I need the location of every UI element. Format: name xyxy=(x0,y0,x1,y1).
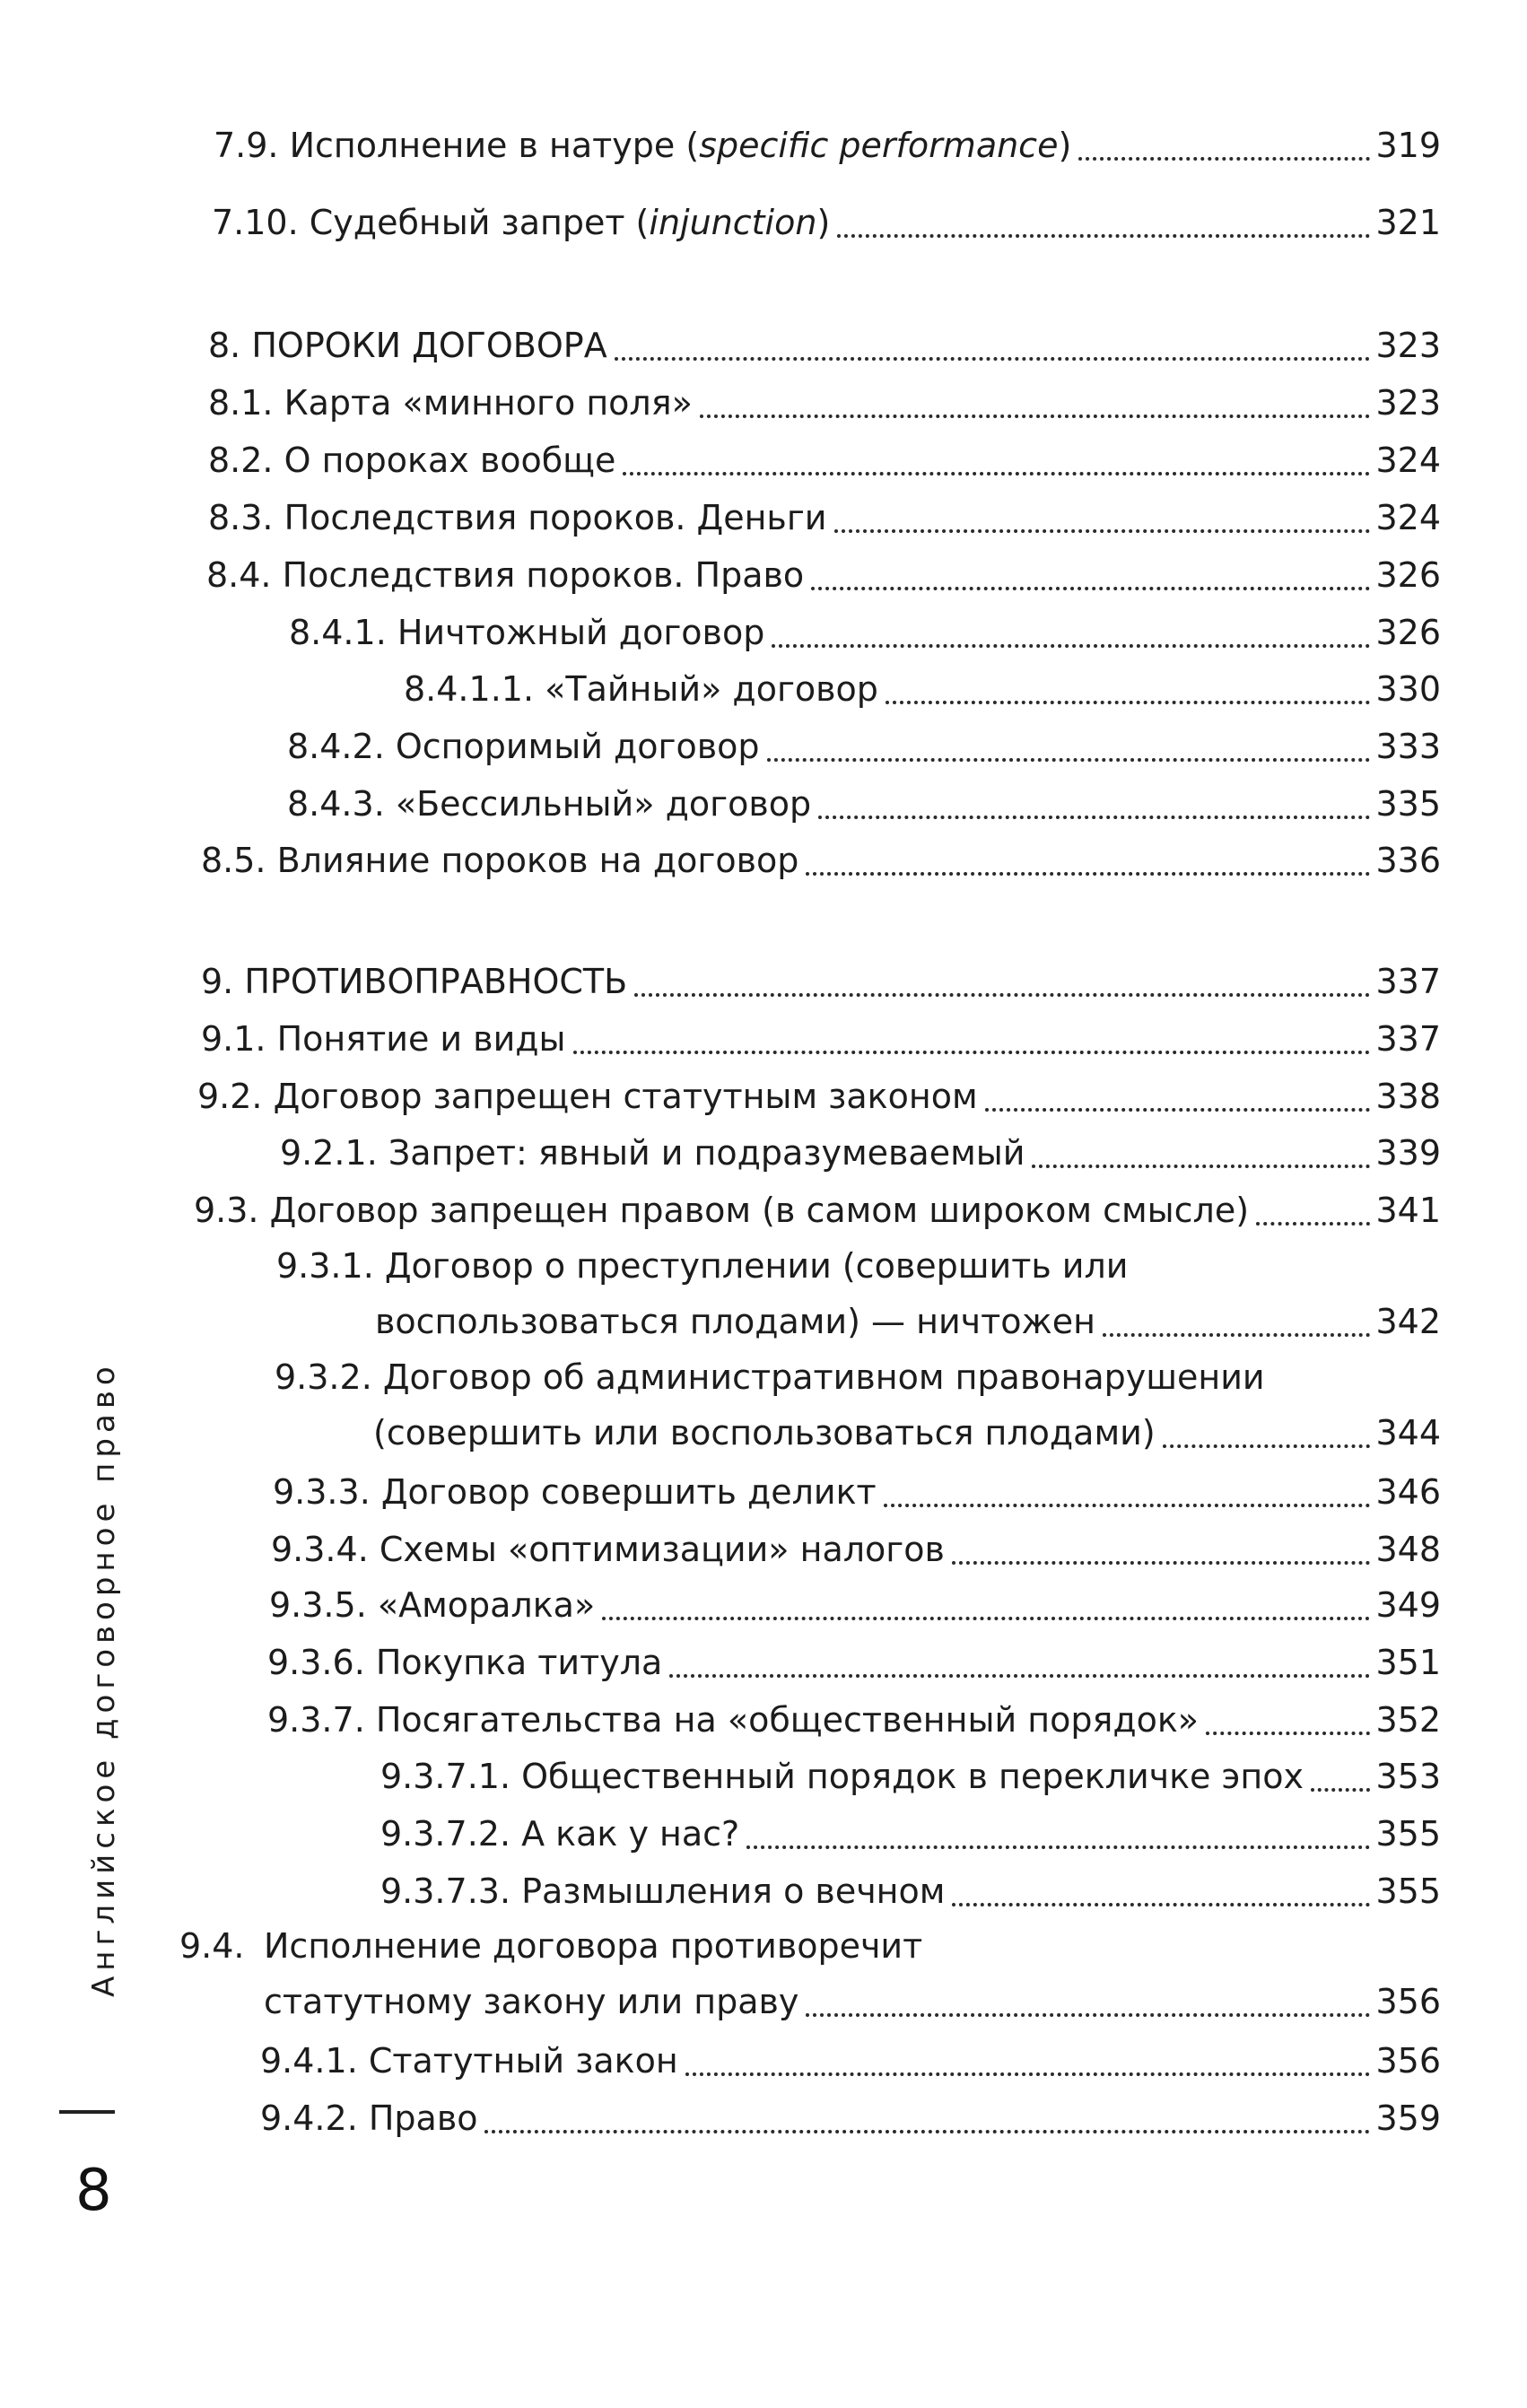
toc-entry-page: 330 xyxy=(1375,669,1441,709)
toc-entry-page: 337 xyxy=(1375,962,1441,1001)
dot-leader xyxy=(602,1617,1370,1620)
toc-entry-title: 8.2. О пороках вообще xyxy=(208,441,616,480)
toc-entry-title: 8.3. Последствия пороков. Деньги xyxy=(208,498,827,537)
dot-leader xyxy=(834,529,1371,533)
toc-entry-title: 9.1. Понятие и виды xyxy=(201,1019,566,1059)
toc-entry-title: 8.4.2. Оспоримый договор xyxy=(287,727,760,766)
toc-entry-9-3-1 xyxy=(276,1238,1441,1349)
toc-entry-9-2-1 xyxy=(280,1125,1441,1181)
dot-leader xyxy=(952,1561,1371,1565)
toc-entry-page: 349 xyxy=(1375,1585,1441,1625)
toc-entry-9-4-2 xyxy=(260,2090,1441,2146)
toc-entry-page: 352 xyxy=(1375,1700,1441,1740)
dot-leader xyxy=(685,2072,1371,2076)
toc-entry-page: 339 xyxy=(1375,1133,1441,1173)
toc-entry-number: 9.4. xyxy=(179,1926,245,1966)
toc-entry-9-3-7-1 xyxy=(380,1749,1441,1804)
dot-leader xyxy=(634,993,1370,997)
toc-entry-page: 351 xyxy=(1375,1643,1441,1682)
toc-entry-page: 338 xyxy=(1375,1077,1441,1116)
dot-leader xyxy=(1078,157,1370,161)
toc-entry-8-3 xyxy=(208,490,1441,545)
toc-entry-page: 326 xyxy=(1375,613,1441,652)
toc-entry-9-3-2 xyxy=(275,1349,1441,1461)
toc-entry-8-4-1-1 xyxy=(404,661,1441,717)
dot-leader xyxy=(623,472,1370,475)
toc-entry-title: 8.4.1.1. «Тайный» договор xyxy=(404,669,878,709)
toc-entry-8-2 xyxy=(208,432,1441,488)
toc-entry-page: 323 xyxy=(1375,326,1441,365)
toc-entry-title: 9.3.6. Покупка титула xyxy=(267,1643,663,1682)
toc-entry-title: 9.3.2. Договор об административном правонарушении (совершить или воспользоваться плодами) xyxy=(275,1349,1375,1461)
toc-entry-page: 324 xyxy=(1375,498,1441,537)
toc-chapter-9 xyxy=(201,954,1441,1009)
toc-entry-page: 342 xyxy=(1375,1302,1441,1341)
running-head-rule xyxy=(59,2110,115,2114)
toc-entry-9-3-7-2 xyxy=(380,1806,1441,1862)
toc-entry-9-3-6 xyxy=(267,1635,1441,1690)
dot-leader xyxy=(1103,1333,1371,1337)
toc-entry-title: 9.3.7.3. Размышления о вечном xyxy=(380,1871,946,1911)
toc-entry-title: 9.3.1. Договор о преступлении (совершить или воспользоваться плодами) — ничтожен xyxy=(276,1238,1375,1349)
dot-leader xyxy=(952,1903,1370,1906)
toc-entry-9-4 xyxy=(179,1918,1441,2029)
dot-leader xyxy=(669,1674,1370,1678)
toc-entry-page: 346 xyxy=(1375,1472,1441,1512)
dot-leader xyxy=(985,1108,1371,1112)
toc-entry-page: 355 xyxy=(1375,1871,1441,1911)
dot-leader xyxy=(484,2130,1370,2133)
toc-entry-title: 9.3.7. Посягательства на «общественный порядок» xyxy=(267,1700,1200,1740)
toc-entry-title: 8.4.3. «Бессильный» договор xyxy=(287,784,812,824)
toc-entry-9-3 xyxy=(194,1182,1441,1238)
dot-leader xyxy=(767,758,1371,762)
toc-entry-9-4-1 xyxy=(260,2033,1441,2089)
dot-leader xyxy=(772,644,1370,648)
toc-entry-title: 9.3.7.2. А как у нас? xyxy=(380,1814,740,1854)
toc-entry-page: 336 xyxy=(1375,841,1441,880)
toc-entry-title: 9.3.7.1. Общественный порядок в перекличке эпох xyxy=(380,1757,1304,1796)
toc-chapter-8 xyxy=(208,318,1441,373)
dot-leader xyxy=(811,587,1370,590)
dot-leader xyxy=(746,1845,1370,1849)
toc-entry-title: 8.5. Влияние пороков на договор xyxy=(201,841,799,880)
toc-entry-7-9 xyxy=(214,118,1441,173)
toc-entry-title: Исполнение договора противоречит статутному закону или праву xyxy=(264,1918,1375,2029)
toc-entry-page: 319 xyxy=(1375,126,1441,165)
dot-leader xyxy=(818,816,1370,819)
toc-entry-page: 324 xyxy=(1375,441,1441,480)
toc-entry-9-3-7 xyxy=(267,1692,1441,1748)
toc-entry-title: 7.9. Исполнение в натуре (specific performance) xyxy=(214,126,1072,165)
running-head xyxy=(54,1297,122,1997)
toc-entry-page: 355 xyxy=(1375,1814,1441,1854)
dot-leader xyxy=(1032,1165,1370,1168)
toc-entry-page: 326 xyxy=(1375,555,1441,595)
toc-entry-title: 9.4.2. Право xyxy=(260,2098,478,2138)
toc-entry-9-3-7-3 xyxy=(380,1863,1441,1919)
toc-entry-page: 353 xyxy=(1375,1757,1441,1796)
dot-leader xyxy=(1163,1444,1371,1448)
dot-leader xyxy=(806,2013,1370,2017)
toc-entry-9-2 xyxy=(197,1069,1441,1124)
toc-entry-page: 321 xyxy=(1375,203,1441,242)
toc-entry-9-3-5 xyxy=(269,1577,1441,1633)
dot-leader xyxy=(1206,1732,1370,1735)
dot-leader xyxy=(1311,1788,1371,1792)
toc-entry-title: 9.3. Договор запрещен правом (в самом широком смысле) xyxy=(194,1191,1250,1230)
dot-leader xyxy=(886,701,1371,704)
toc-entry-8-4 xyxy=(206,547,1441,603)
toc-entry-title: 9.4.1. Статутный закон xyxy=(260,2041,678,2081)
toc-entry-page: 344 xyxy=(1375,1413,1441,1453)
dot-leader xyxy=(1256,1222,1370,1226)
dot-leader xyxy=(884,1504,1371,1507)
toc-entry-title: 9.3.4. Схемы «оптимизации» налогов xyxy=(271,1530,945,1569)
toc-entry-page: 348 xyxy=(1375,1530,1441,1569)
page-number: 8 xyxy=(75,2158,112,2224)
toc-entry-title: 9. ПРОТИВОПРАВНОСТЬ xyxy=(201,962,628,1001)
toc-entry-9-3-4 xyxy=(271,1522,1441,1577)
toc-entry-page: 341 xyxy=(1375,1191,1441,1230)
toc-entry-title: 8. ПОРОКИ ДОГОВОРА xyxy=(208,326,607,365)
toc-entry-title: 9.2.1. Запрет: явный и подразумеваемый xyxy=(280,1133,1025,1173)
toc-entry-page: 359 xyxy=(1375,2098,1441,2138)
toc-entry-9-1 xyxy=(201,1011,1441,1067)
toc-entry-8-1 xyxy=(208,375,1441,431)
dot-leader xyxy=(573,1051,1371,1054)
toc-entry-8-4-2 xyxy=(287,719,1441,774)
toc-entry-9-3-3 xyxy=(273,1464,1441,1520)
toc-entry-title: 9.3.3. Договор совершить деликт xyxy=(273,1472,877,1512)
toc-entry-title: 9.3.5. «Аморалка» xyxy=(269,1585,596,1625)
dot-leader xyxy=(615,357,1371,361)
toc-entry-8-4-1 xyxy=(289,605,1441,660)
toc-entry-8-4-3 xyxy=(287,776,1441,832)
toc-entry-title: 8.4.1. Ничтожный договор xyxy=(289,613,765,652)
toc-entry-page: 323 xyxy=(1375,383,1441,423)
dot-leader xyxy=(700,414,1371,418)
toc-entry-title: 7.10. Судебный запрет (injunction) xyxy=(212,203,831,242)
running-head-text: Английское договорное право xyxy=(86,1361,122,1997)
toc-entry-page: 337 xyxy=(1375,1019,1441,1059)
toc-entry-page: 333 xyxy=(1375,727,1441,766)
toc-entry-title: 8.4. Последствия пороков. Право xyxy=(206,555,805,595)
toc-entry-title: 8.1. Карта «минного поля» xyxy=(208,383,693,423)
toc-entry-7-10 xyxy=(212,195,1441,250)
toc-entry-page: 356 xyxy=(1375,2041,1441,2081)
toc-entry-title: 9.2. Договор запрещен статутным законом xyxy=(197,1077,978,1116)
toc-entry-page: 335 xyxy=(1375,784,1441,824)
toc-entry-page: 356 xyxy=(1375,1982,1441,2021)
dot-leader xyxy=(837,234,1370,238)
toc-entry-8-5 xyxy=(201,833,1441,888)
dot-leader xyxy=(806,872,1370,876)
